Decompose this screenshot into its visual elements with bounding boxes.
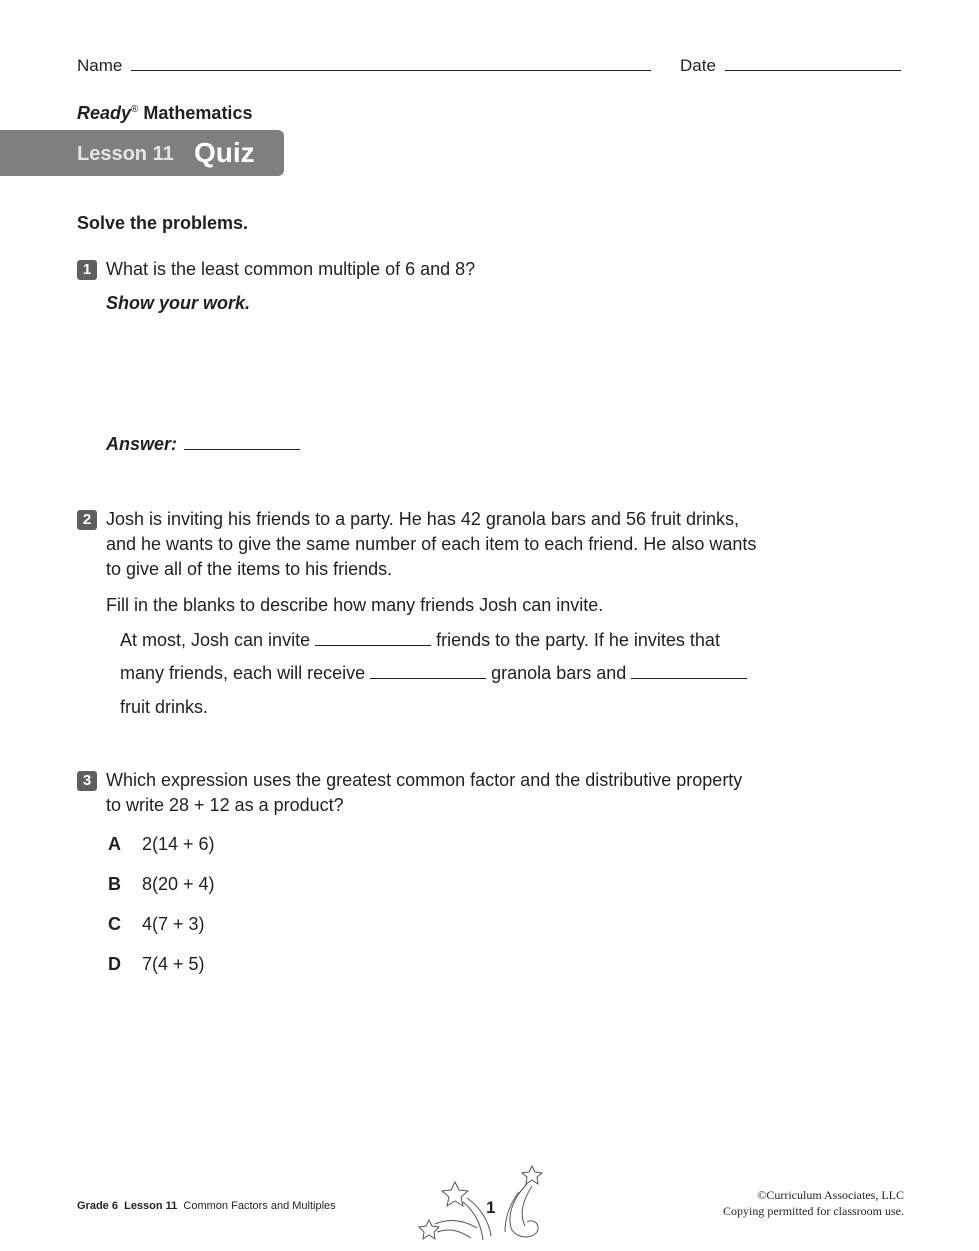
footer-lesson-info: [77, 1200, 336, 1212]
q3-line-2: to write 28 + 12 as a product?: [106, 795, 344, 815]
q2-fill1-b: friends to the party. If he invites that: [436, 630, 720, 650]
footer-grade: Grade 6: [77, 1200, 118, 1212]
date-field: [680, 56, 901, 76]
choice-letter: A: [108, 834, 121, 854]
lesson-banner: [0, 130, 284, 176]
name-field: [77, 56, 651, 76]
date-label: Date: [680, 56, 716, 75]
q2-blank-granola[interactable]: [370, 677, 486, 679]
instructions: Solve the problems.: [77, 213, 249, 233]
q3-choice-c[interactable]: [108, 914, 205, 935]
choice-letter: B: [108, 874, 121, 894]
name-label: Name: [77, 56, 123, 75]
q2-fill-row-1: [120, 628, 720, 653]
q2-fill-row-2: [120, 661, 747, 686]
q2-blank-drinks[interactable]: [631, 677, 747, 679]
q2-fill1-a: At most, Josh can invite: [120, 630, 311, 650]
q2-line-1: Josh is inviting his friends to a party. He has 42 granola bars and 56 fruit drinks,: [106, 509, 739, 529]
question-number-1: 1: [77, 260, 97, 280]
q2-fill3: fruit drinks.: [120, 697, 209, 717]
q3-choice-b[interactable]: [108, 874, 215, 895]
brand-mathematics: Mathematics: [143, 103, 253, 123]
q1-answer-row: [106, 434, 300, 455]
question-number-3: 3: [77, 771, 97, 791]
choice-text: 4(7 + 3): [142, 914, 205, 934]
q3-choice-a[interactable]: [108, 834, 215, 855]
q2-blank-friends[interactable]: [315, 644, 431, 646]
copyright-line: ©Curriculum Associates, LLC: [757, 1188, 904, 1202]
brand-ready: Ready: [77, 103, 132, 123]
footer-copyright: [723, 1187, 904, 1219]
question-number-2: 2: [77, 510, 97, 530]
q1-text: What is the least common multiple of 6 and 8?: [106, 259, 476, 279]
choice-letter: C: [108, 914, 121, 934]
brand-title: [77, 103, 252, 124]
date-input-line[interactable]: [725, 69, 901, 71]
choice-text: 2(14 + 6): [142, 834, 215, 854]
name-input-line[interactable]: [131, 69, 651, 71]
shooting-stars-icon: [415, 1162, 555, 1248]
choice-letter: D: [108, 954, 121, 974]
choice-text: 7(4 + 5): [142, 954, 205, 974]
q2-line-2: and he wants to give the same number of each item to each friend. He also wants: [106, 534, 757, 554]
q1-show-work: Show your work.: [106, 293, 251, 313]
q2-prompt: Fill in the blanks to describe how many friends Josh can invite.: [106, 595, 604, 615]
q2-line-3: to give all of the items to his friends.: [106, 559, 393, 579]
q2-fill2-a: many friends, each will receive: [120, 663, 366, 683]
q2-fill2-b: granola bars and: [491, 663, 627, 683]
registered-mark: ®: [131, 104, 139, 115]
q3-choice-d[interactable]: [108, 954, 205, 975]
copy-permission: Copying permitted for classroom use.: [723, 1204, 904, 1218]
choice-text: 8(20 + 4): [142, 874, 215, 894]
footer-lesson: Lesson 11: [124, 1200, 178, 1212]
q1-answer-label: Answer:: [106, 434, 178, 454]
footer-topic: Common Factors and Multiples: [183, 1200, 336, 1212]
lesson-label: Lesson 11: [77, 143, 174, 165]
q3-line-1: Which expression uses the greatest common factor and the distributive property: [106, 770, 743, 790]
quiz-title: Quiz: [194, 137, 255, 168]
q1-answer-line[interactable]: [184, 448, 300, 450]
page-number: 1: [486, 1198, 496, 1217]
